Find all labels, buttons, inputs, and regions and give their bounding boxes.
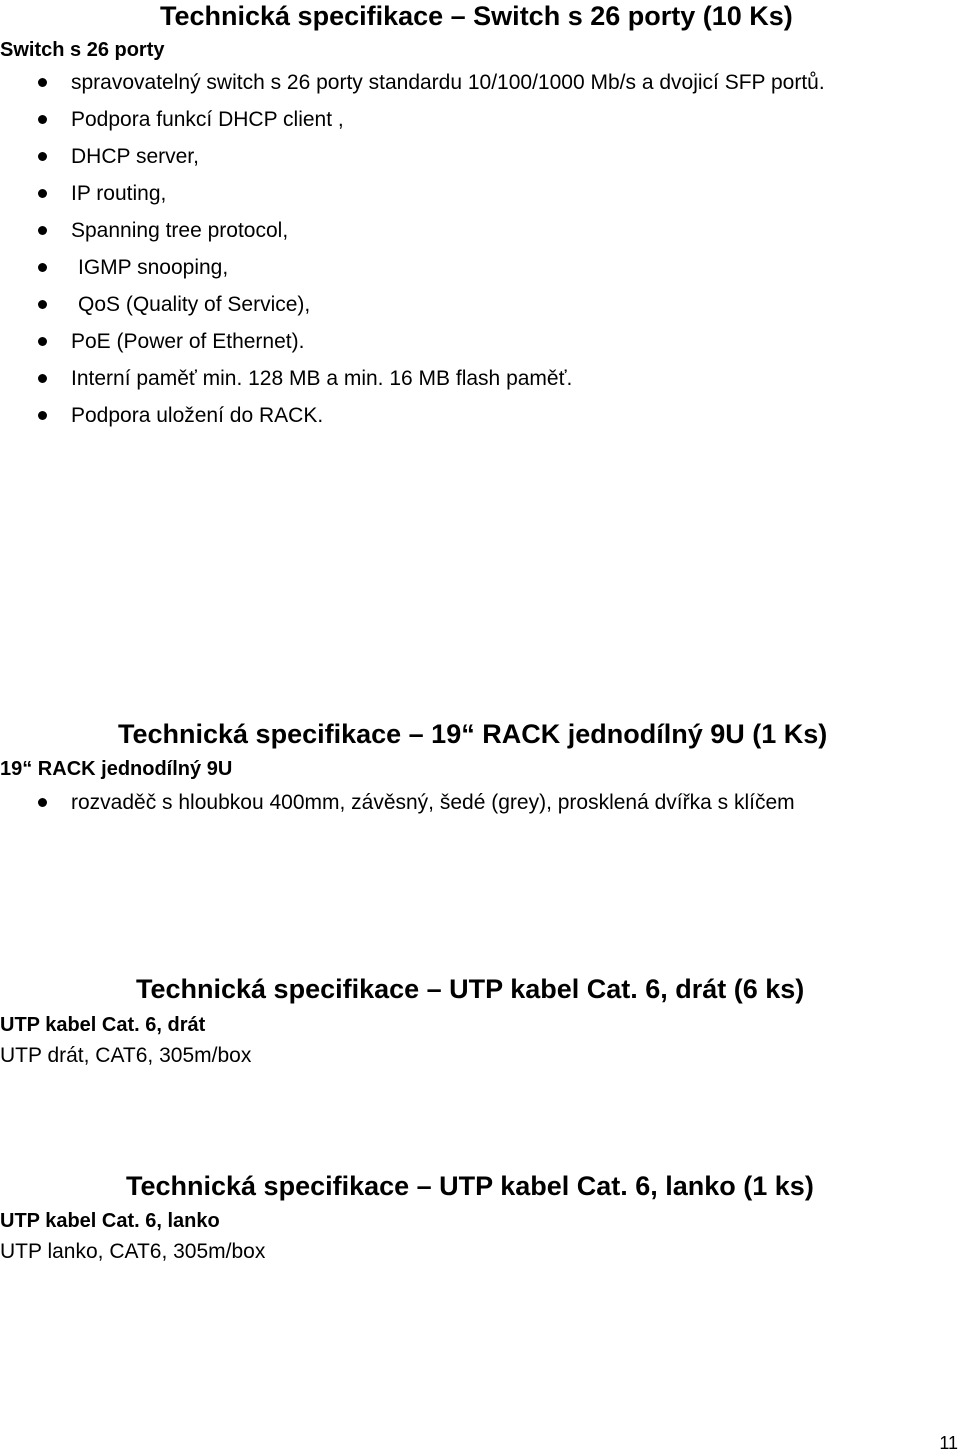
list-item-text: PoE (Power of Ethernet). — [71, 330, 305, 353]
bullet-icon — [38, 115, 47, 124]
section-title-switch: Technická specifikace – Switch s 26 porty (10 Ks) — [160, 1, 793, 31]
section-text-utp-drat: UTP drát, CAT6, 305m/box — [0, 1044, 252, 1067]
list-item-text: IGMP snooping, — [78, 256, 229, 279]
bullet-icon — [38, 798, 47, 807]
section-text-utp-lanko: UTP lanko, CAT6, 305m/box — [0, 1240, 266, 1263]
section-subtitle-switch: Switch s 26 porty — [0, 39, 165, 61]
list-item-text: spravovatelný switch s 26 porty standardu 10/100/1000 Mb/s a dvojicí SFP portů. — [71, 71, 825, 94]
list-item-text: DHCP server, — [71, 145, 199, 168]
list-item-text: IP routing, — [71, 182, 167, 205]
section-subtitle-utp-lanko: UTP kabel Cat. 6, lanko — [0, 1210, 220, 1232]
list-item-text: Interní paměť min. 128 MB a min. 16 MB flash paměť. — [71, 367, 573, 390]
section-title-utp-lanko: Technická specifikace – UTP kabel Cat. 6, lanko (1 ks) — [126, 1171, 814, 1201]
bullet-icon — [38, 374, 47, 383]
list-item-text: Podpora funkcí DHCP client , — [71, 108, 344, 131]
bullet-icon — [38, 152, 47, 161]
bullet-icon — [38, 300, 47, 309]
bullet-icon — [38, 337, 47, 346]
list-item-text: QoS (Quality of Service), — [78, 293, 311, 316]
bullet-icon — [38, 78, 47, 87]
list-item-text: Spanning tree protocol, — [71, 219, 289, 242]
bullet-icon — [38, 226, 47, 235]
bullet-icon — [38, 411, 47, 420]
section-title-utp-drat: Technická specifikace – UTP kabel Cat. 6, drát (6 ks) — [136, 974, 805, 1004]
section-subtitle-rack: 19“ RACK jednodílný 9U — [0, 758, 233, 780]
section-subtitle-utp-drat: UTP kabel Cat. 6, drát — [0, 1014, 206, 1036]
bullet-icon — [38, 189, 47, 198]
bullet-icon — [38, 263, 47, 272]
section-title-rack: Technická specifikace – 19“ RACK jednodílný 9U (1 Ks) — [118, 719, 828, 749]
page-number: 11 — [939, 1433, 958, 1453]
list-item-text: Podpora uložení do RACK. — [71, 404, 324, 427]
list-item-text: rozvaděč s hloubkou 400mm, závěsný, šedé (grey), prosklená dvířka s klíčem — [71, 791, 795, 814]
